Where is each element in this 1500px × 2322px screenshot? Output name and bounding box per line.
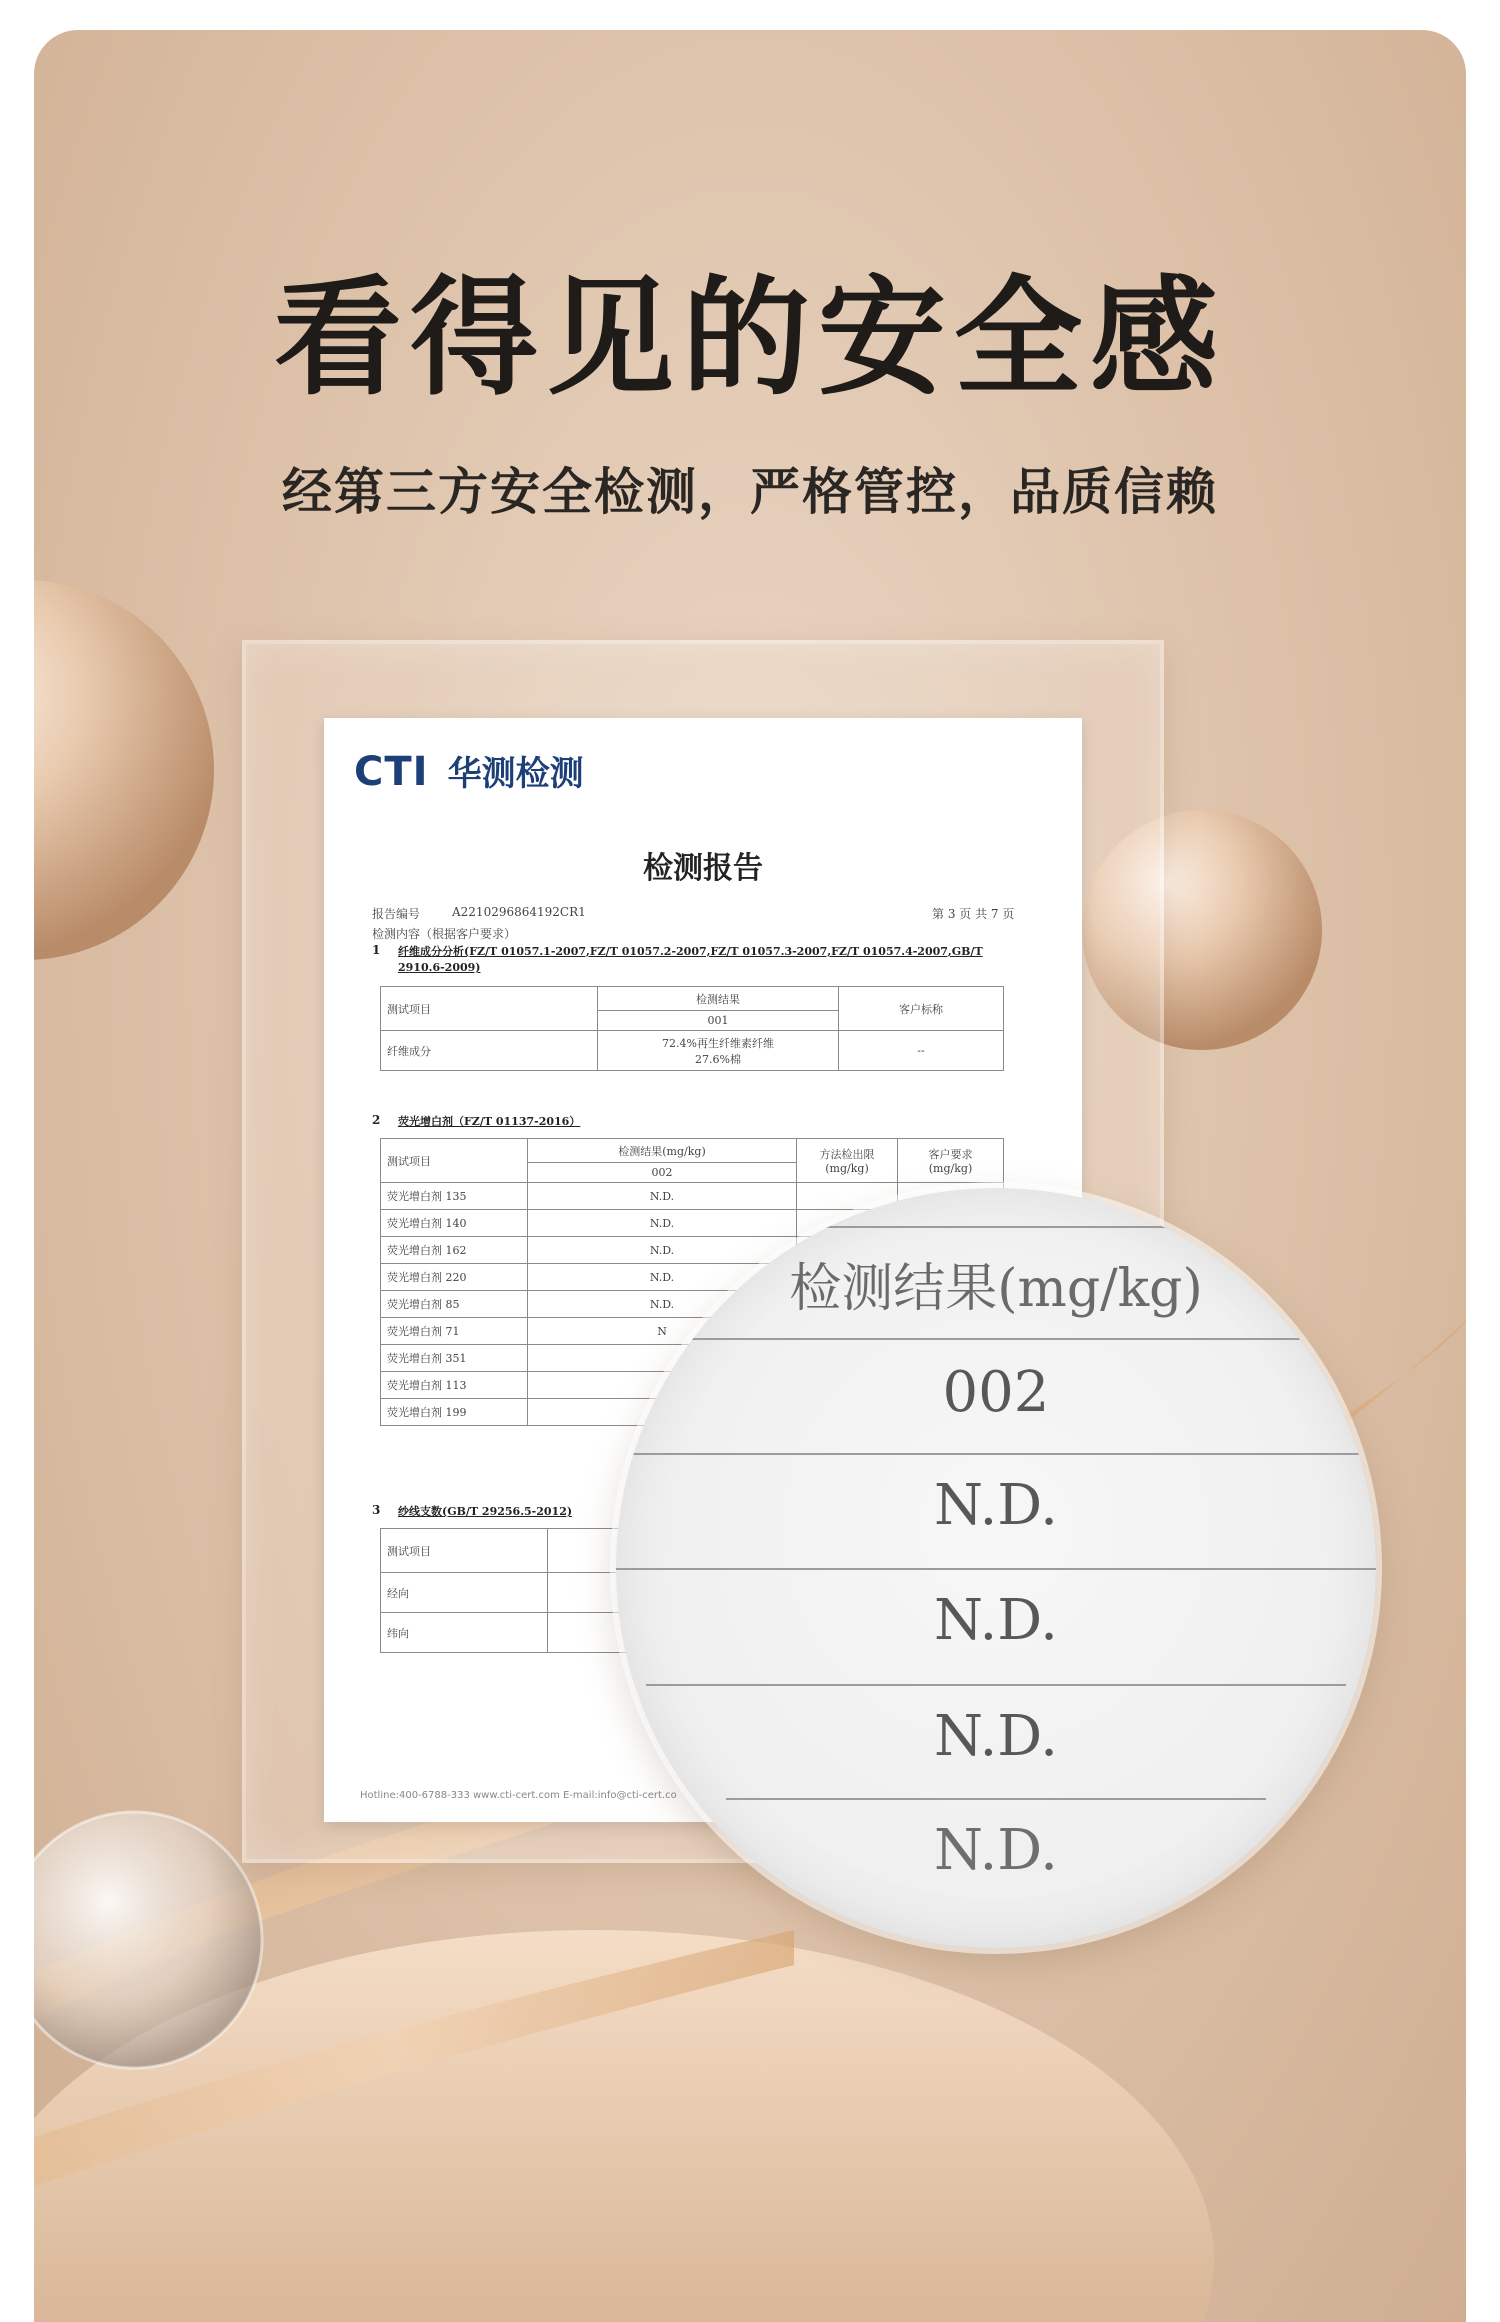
- fwa-row-name: 荧光增白剂 113: [381, 1372, 528, 1399]
- report-no: A2210296864192CR1: [452, 905, 586, 919]
- fiber-row-client: --: [839, 1031, 1004, 1071]
- report-no-label: 报告编号: [372, 907, 421, 921]
- mag-divider: [616, 1568, 1376, 1570]
- fiber-table: [380, 986, 1004, 1071]
- fwa-row-name: 荧光增白剂 140: [381, 1210, 528, 1237]
- mag-divider: [616, 1453, 1376, 1455]
- section2-title: 荧光增白剂（FZ/T 01137-2016）: [398, 1115, 581, 1128]
- subheadline: 经第三方安全检测，严格管控，品质信赖: [282, 463, 1218, 521]
- mag-row-sample: 002: [942, 1360, 1050, 1425]
- content-label: 检测内容（根据客户要求）: [372, 927, 517, 941]
- mag-row-value: N.D.: [934, 1818, 1058, 1883]
- fwa-header-item: 测试项目: [381, 1139, 528, 1183]
- fwa-client-line1: 客户要求: [928, 1148, 973, 1161]
- logo-cti-text: CTI: [354, 749, 429, 795]
- fiber-row-label: 纤维成分: [381, 1031, 598, 1071]
- section2-num: 2: [372, 1113, 381, 1127]
- fiber-header-item: 测试项目: [381, 987, 598, 1031]
- section3-num: 3: [372, 1503, 381, 1517]
- fwa-row-value: N.D.: [528, 1210, 797, 1237]
- fwa-row-name: 荧光增白剂 220: [381, 1264, 528, 1291]
- headline: 看得见的安全感: [273, 264, 1226, 413]
- fwa-header-sample: 002: [528, 1163, 797, 1183]
- fwa-row-name: 荧光增白剂 85: [381, 1291, 528, 1318]
- fiber-header-client: 客户标称: [839, 987, 1004, 1031]
- section1-title: 纤维成分分析(FZ/T 01057.1-2007,FZ/T 01057.2-2007,FZ/T 01057.3-2007,FZ/T 01057.4-2007,GB/T: [398, 945, 983, 958]
- fwa-row-name: 荧光增白剂 71: [381, 1318, 528, 1345]
- fwa-row-name: 荧光增白剂 135: [381, 1183, 528, 1210]
- mag-row-value: N.D.: [934, 1473, 1058, 1538]
- page-info: 第 3 页 共 7 页: [932, 907, 1015, 921]
- yarn-row-weft: 纬向: [381, 1613, 548, 1653]
- mag-row-value: N.D.: [934, 1704, 1058, 1769]
- fwa-header-client: [898, 1139, 1004, 1183]
- fwa-row-value: N.D.: [528, 1237, 797, 1264]
- yarn-row-item: 测试项目: [381, 1529, 548, 1573]
- fwa-row-name: 荧光增白剂 351: [381, 1345, 528, 1372]
- document-footer: Hotline:400-6788-333 www.cti-cert.com E-mail:info@cti-cert.co: [360, 1790, 677, 1801]
- mag-divider: [726, 1798, 1266, 1800]
- fwa-client-line2: (mg/kg): [928, 1162, 973, 1175]
- mag-divider: [646, 1684, 1346, 1686]
- yarn-row-warp: 经向: [381, 1573, 548, 1613]
- magnifier-lens: [616, 1188, 1376, 1948]
- report-title: 检测报告: [643, 851, 763, 886]
- logo-cn-text: 华测检测: [447, 754, 584, 794]
- fiber-row-value: [598, 1031, 839, 1071]
- fwa-row-name: 荧光增白剂 199: [381, 1399, 528, 1426]
- cti-logo: [354, 746, 584, 795]
- mag-row-value: N.D.: [934, 1588, 1058, 1653]
- mag-header: 检测结果(mg/kg): [789, 1259, 1203, 1319]
- fwa-limit-line1: 方法检出限: [819, 1148, 875, 1161]
- fwa-limit-line2: (mg/kg): [825, 1162, 869, 1175]
- fiber-header-result: 检测结果: [598, 987, 839, 1011]
- mag-divider: [686, 1338, 1306, 1340]
- fwa-row-value: N: [528, 1318, 797, 1345]
- fwa-row-value: N.D.: [528, 1291, 797, 1318]
- fiber-value-line1: 72.4%再生纤维素纤维: [662, 1036, 774, 1050]
- pearl-left-large: [34, 580, 214, 960]
- fiber-value-line2: 27.6%棉: [695, 1052, 741, 1066]
- fwa-row-name: 荧光增白剂 162: [381, 1237, 528, 1264]
- fiber-header-sample: 001: [598, 1011, 839, 1031]
- fwa-row-value: N.D.: [528, 1264, 797, 1291]
- section1-title-cont: 2910.6-2009): [398, 961, 481, 974]
- fwa-header-result: 检测结果(mg/kg): [528, 1139, 797, 1163]
- section3-title: 纱线支数(GB/T 29256.5-2012): [398, 1505, 573, 1518]
- fwa-row-value: N.D.: [528, 1183, 797, 1210]
- fwa-header-limit: [797, 1139, 898, 1183]
- mag-divider: [726, 1226, 1266, 1228]
- section1-num: 1: [372, 943, 381, 957]
